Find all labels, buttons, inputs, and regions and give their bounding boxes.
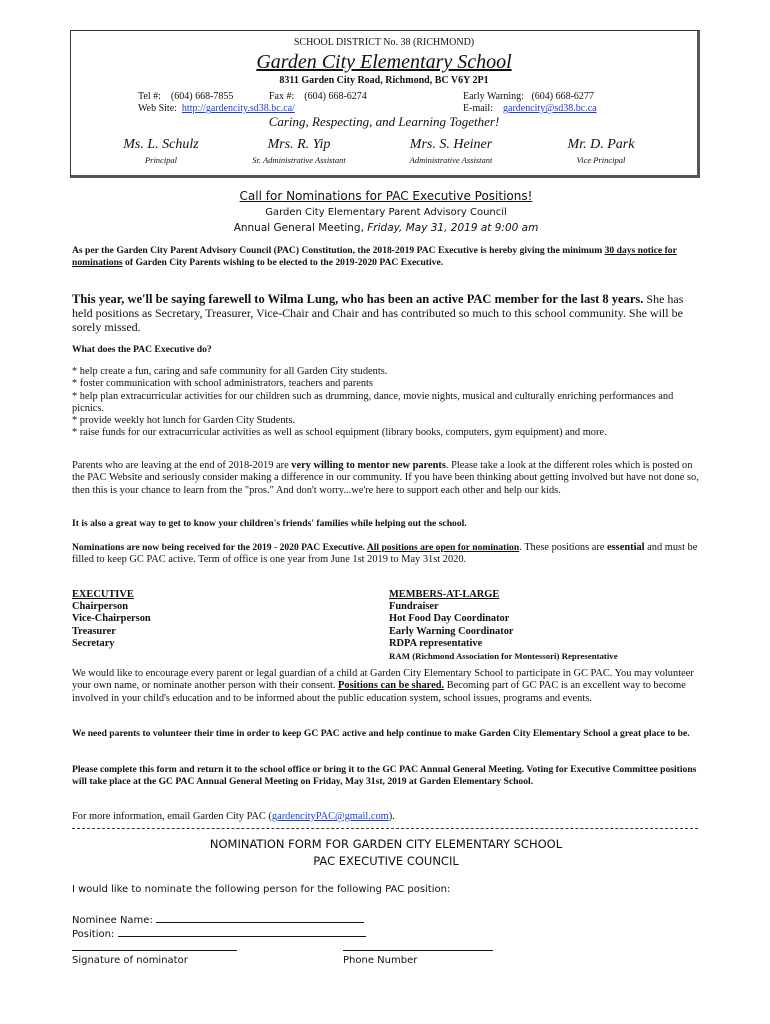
duties-list: [72, 366, 700, 440]
farewell-paragraph: This year, we'll be saying farewell to Wilma Lung, who has been an active PAC member for the last 8 years. She has held positions as Secretary, Treasurer, Vice-Chair and Chair and has contributed so much to this school community. She will be sorely missed.: [72, 292, 684, 334]
tel: [138, 91, 233, 102]
position-item: Early Warning Coordinator: [389, 625, 514, 637]
web-label: Web Site:: [138, 103, 177, 114]
friends-paragraph: It is also a great way to get to know your children's friends' families while helping out the school.: [72, 518, 467, 529]
early-warning: [463, 91, 594, 102]
letterhead: [70, 30, 700, 178]
duty-item: * provide weekly hot lunch for Garden City Students.: [72, 415, 296, 427]
tel-label: Tel #:: [138, 91, 161, 102]
phone-label: Phone Number: [343, 955, 418, 966]
constitution-paragraph: As per the Garden City Parent Advisory Council (PAC) Constitution, the 2018-2019 PAC Executive is hereby giving the minimum 30 days notice for nominations of Garden City Parents wishing to be elected to the 2019-2020 PAC Executive.: [72, 245, 677, 269]
form-intro: I would like to nominate the following person for the following PAC position:: [72, 884, 451, 895]
fax: [269, 91, 367, 102]
position-field: [72, 926, 366, 940]
email: [463, 103, 597, 114]
notice-title: Call for Nominations for PAC Executive Positions!: [239, 189, 533, 203]
form-title: NOMINATION FORM FOR GARDEN CITY ELEMENTARY SCHOOL: [209, 837, 563, 851]
return-form-paragraph: Please complete this form and return it to the school office or bring it to the GC PAC Annual General Meeting. Voting for Executive Committee positions will take place at the GC PAC Annual General Meeting on Friday, May 31st, 2019 at Garden Elementary School.: [72, 764, 697, 788]
agm-line: Annual General Meeting, Friday, May 31, 2019 at 9:00 am: [233, 222, 539, 234]
fax-value: (604) 668-6274: [304, 91, 367, 102]
position-item: Fundraiser: [389, 601, 439, 613]
early-value: (604) 668-6277: [531, 91, 594, 102]
staff-member: Ms. L. Schulz Principal: [123, 137, 199, 165]
encourage-paragraph: We would like to encourage every parent or legal guardian of a child at Garden City Elementary School to participate in GC PAC. You may volunteer your own name, or nominate another person with their consent. Positions can be shared. Becoming part of GC PAC is an excellent way to become involved in your child's education and to be informed about the public education system, school issues, programs and events.: [72, 668, 694, 704]
staff-member: Mrs. R. Yip Sr. Administrative Assistant: [252, 137, 346, 165]
email-label: E-mail:: [463, 103, 493, 114]
members-at-large-list: [389, 589, 618, 662]
members-heading: MEMBERS-AT-LARGE: [389, 589, 500, 600]
nominee-field: [72, 912, 364, 926]
position-item: Secretary: [72, 637, 115, 649]
signature-input[interactable]: [72, 950, 237, 951]
email-link[interactable]: gardencity@sd38.bc.ca: [503, 103, 597, 114]
executive-heading: EXECUTIVE: [72, 589, 134, 600]
mentor-paragraph: Parents who are leaving at the end of 2018-2019 are very willing to mentor new parents. Please take a look at the different roles which is posted on the PAC Website and seriously consider making a difference in our community. If you have been thinking about getting involved but have not done so, then this is your chance to learn from the "pros." And don't worry...we're here to support each other and help our kids.: [72, 460, 699, 496]
position-input[interactable]: [118, 926, 366, 937]
duty-item: * raise funds for our extracurricular activities as well as school equipment (library books, computers, gym equipment) and more.: [72, 427, 607, 439]
what-heading: What does the PAC Executive do?: [72, 344, 212, 355]
website-link[interactable]: http://gardencity.sd38.bc.ca/: [181, 103, 295, 114]
tel-value: (604) 668-7855: [170, 91, 234, 102]
duty-item: * foster communication with school administrators, teachers and parents: [72, 378, 373, 390]
nominee-input[interactable]: [156, 912, 364, 923]
duty-item: * help create a fun, caring and safe community for all Garden City students.: [72, 366, 388, 377]
staff-member: Mrs. S. Heiner Administrative Assistant: [409, 137, 493, 165]
position-item: RAM (Richmond Association for Montessori) Representative: [389, 651, 618, 662]
position-item: Vice-Chairperson: [72, 613, 151, 625]
volunteer-paragraph: We need parents to volunteer their time in order to keep GC PAC active and help continue to make Garden City Elementary School a great place to be.: [72, 728, 690, 739]
pac-email-link[interactable]: gardencityPAC@gmail.com: [271, 811, 389, 822]
school-name: Garden City Elementary School: [256, 51, 512, 73]
agm-date: Friday, May 31, 2019 at 9:00 am: [367, 222, 539, 234]
position-item: RDPA representative: [389, 637, 483, 649]
position-item: Treasurer: [72, 625, 116, 637]
position-item: Hot Food Day Coordinator: [389, 613, 510, 625]
position-item: Chairperson: [72, 601, 128, 613]
signature-label: Signature of nominator: [72, 955, 188, 966]
district-name: SCHOOL DISTRICT No. 38 (RICHMOND): [293, 37, 475, 48]
nominee-label: Nominee Name:: [72, 915, 153, 926]
executive-list: [72, 589, 151, 650]
school-address: 8311 Garden City Road, Richmond, BC V6Y 2P1: [279, 75, 489, 86]
motto: Caring, Respecting, and Learning Together!: [268, 114, 500, 129]
nominations-paragraph: Nominations are now being received for the 2019 - 2020 PAC Executive. All positions are open for nomination. These positions are essential and must be filled to keep GC PAC active. Term of office is one year from June 1st 2019 to May 31st 2020.: [72, 542, 698, 566]
phone-input[interactable]: [343, 950, 493, 951]
info-line: For more information, email Garden City PAC (gardencityPAC@gmail.com).: [72, 811, 395, 822]
form-subtitle: PAC EXECUTIVE COUNCIL: [313, 854, 459, 868]
early-label: Early Warning:: [463, 91, 524, 102]
cut-line: [72, 828, 698, 829]
fax-label: Fax #:: [269, 91, 295, 102]
duty-item: * help plan extracurricular activities for our children such as drumming, dance, movie nights, musical and culturally enriching performances and picnics.: [72, 390, 674, 414]
website: [138, 103, 295, 114]
staff-member: Mr. D. Park Vice Principal: [567, 137, 635, 165]
position-label: Position:: [72, 929, 115, 940]
notice-subtitle: Garden City Elementary Parent Advisory Council: [265, 207, 507, 218]
